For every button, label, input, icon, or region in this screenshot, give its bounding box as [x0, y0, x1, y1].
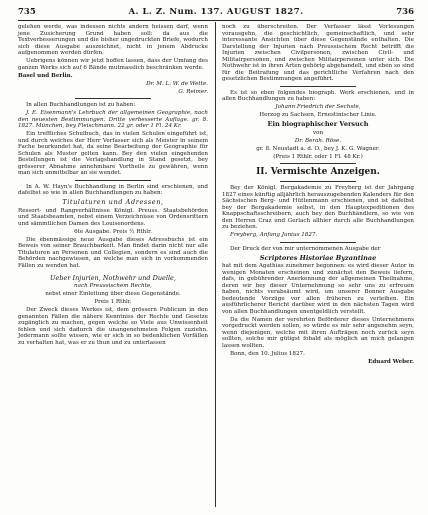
ad-price: Preis 1 Rthlr. — [94, 299, 132, 305]
ad-intro: Der Druck der von mir unternommenen Ausgabe der — [230, 245, 381, 252]
place-line: Basel und Berlin. — [18, 72, 73, 79]
ad-text: Ein treffliches Schulbuch, das in vielen Schulen eingeführt ist, und durch welches der Herr Verfasser sich als Meister in seinem Fache beurkundet hat, da seine Bearbeitung der Geographie für Schulen als Muster gelten kann. Bey den vielen eingehenden Bestellungen ist die Verlagshandlung in Stand gesetzt, bey grösserer Abnahme annehmbare Vortheile zu gewähren, wenn man sich unmittelbar an sie wendet. — [18, 131, 208, 176]
ad-intro: In allen Buchhandlungen ist zu haben: — [26, 102, 136, 108]
ad-book-title: Ueber Injurien, Nothwehr und Duelle, — [50, 273, 176, 282]
running-header — [18, 7, 414, 19]
ad-book-title: J. E. Eisenmann's Lehrbuch der allgemeinen Geographie, nach den neuesten Bestimmungen. Dritte verbesserte Auflage. gr. 8. 1827. München, bey Fleischmann. 22 gr. oder 1 Fl. 24 Kr. — [18, 110, 208, 129]
ad-text: Bey der Königl. Bergakademie zu Freyberg ist der Jahrgang 1827 eines künftig alljährlich herauszugebenden Kalenders für den Sächsischen Berg- und Hüttenmann erschienen, und ist dafelbst bey der Bergakademie selbst, in den Hauptexpeditionen des Knappschaftsschreibern, auch bey den Buchhändlern, so wie von den Herren Craz und Gerlach allhier durch alle Buchhandlungen zu beziehen. — [222, 185, 414, 230]
place-date-line: Bonn, den 10. Julius 1827. — [230, 350, 305, 357]
journal-header: A. L. Z. Num. 137. AUGUST 1827. — [128, 7, 304, 17]
ad-book-subtitle: nach Preussischem Rechte, — [74, 283, 152, 289]
divider — [280, 86, 357, 87]
divider — [280, 181, 357, 182]
ad-book-subtitle: nebst einer Einleitung über diese Gegenstände. — [45, 291, 181, 297]
paragraph: Uebrigens können wir jetzt hoffen lassen, dass der Umfang des ganzen Werks sich auf 6 Bände mutmasslich beschränken werde. — [18, 58, 208, 71]
right-column — [222, 24, 414, 367]
ad-book-title: Johann Friedrich der Sechste, — [275, 104, 361, 110]
ad-author: Dr. Berah. Röse. — [294, 137, 342, 144]
header-rule — [18, 20, 414, 21]
divider — [280, 242, 357, 243]
ad-book-subtitle: Herzog zu Sachsen, Ernestinischer Linie. — [259, 112, 377, 118]
page-number-right: 736 — [396, 7, 414, 17]
paragraph: noch zu überschreiten. Der Verfasser lässt Vorlesungen vorausgehn, die geschichtlich, gemeinschaftlich, und sehr interessante Ansichten über diese Gegenstände enthalten. Die Darstellung der Injurien nach Preussischem Recht betrifft die Injurien zwischen Civilpersonen, zwischen Civil- und Militairpersonen, und zwischen Militairpersonen unter sich. Die Nothwehr ist in ihren Arten gehörig abgehandelt, und eben so sind für die Beitrafung und das gerichtliche Verfahren nach den gesetzlichen Bestimmungen angeführt. — [222, 24, 414, 82]
section-heading: II. Vermischte Anzeigen. — [256, 167, 380, 177]
place-date-line: Freyberg, Anfang Junius 1827. — [230, 232, 318, 238]
ad-subtitle: Ressort- und Rangverhältnisse Königl. Preuss. Staatsbehörden und Staatsbeamten, nebst einem Verzeichnisse von Ordensrittern und sämmtlichen Damen des Louisenordens. — [18, 207, 208, 227]
ad-book-title: Scriptores Historiae Byzantinae — [259, 253, 377, 262]
signature: Eduard Weber. — [368, 358, 414, 365]
ad-intro: Es ist so eben folgendes biograph. Werk erschienen, und in allen Buchhandlungen zu haben: — [222, 89, 414, 102]
ad-price: 6te Ausgabe. Preis ½ Rthlr. — [74, 228, 152, 235]
ad-text: Der Zweck dieses Werkes ist, dem grössern Publicum in den genannten Fällen die nähere Kenntniss der Rechte und Gesetze zugänglich zu machen, gegen welche so Viele aus Unwissenheit fehlen und sich dadurch die unangenehmsten Folgen zuziehn. Jedermann sollte wissen, wie er sich in so bedenklichen Vorfällen zu verhalten hat, was er zu thun und zu unterlassen — [18, 307, 208, 346]
ad-text: hat mit dem Agathias zunehmer begonnen: es wird dieser Autor in wenigen Monaten erscheinen und zunächst den Beweis liefern, dafs, in gebührender Anerkennung der allgemeinen Theilnahme, deren wir bey dieser Unternehmung so sehr uns zu erfreuen haben, nichts verabsäumt wird, um unserer Bonner Ausgabe bedeutende Vorzüge vor allen früheren zu verleihen. Ein ausführlicherer Bericht darüber wird in den nächsten Tagen wird von allen Buchhandlungen unentgeldlich verstellt. — [222, 263, 414, 315]
ad-book-title: Ein biographischer Versuch — [267, 120, 369, 128]
signature: Dr. M. L. W. de Wette. — [146, 80, 208, 87]
divider — [75, 98, 151, 99]
ad-price: (Preis 1 Rthlr. oder 1 Fl. 48 Kr.) — [273, 153, 363, 160]
ad-text: Die ebenmässige neue Ausgabe dieses Adressbuchs ist ein Beweis von seiner Brauchbarkeit. Man findet darin nicht nur alle Titulaturen an Personen und Collegien, sondern es sind auch die Behörden nachgewiesen, an welche man sich in vorkommenden Fällen zu wenden hat. — [18, 236, 208, 269]
signature: G. Reimer. — [178, 88, 208, 95]
left-column — [18, 24, 208, 348]
ad-publisher: gr. 8. Neustadt a. d. O., bey J. K. G. Wagner. — [256, 145, 380, 152]
column-divider — [215, 22, 216, 507]
divider — [280, 163, 357, 164]
divider — [75, 180, 151, 181]
page-number-left: 735 — [18, 7, 36, 17]
ad-intro: In A. W. Hayn's Buchhandlung in Berlin sind erschienen, und dafelbst so wie in allen Buchhandlungen zu haben: — [18, 183, 208, 196]
ad-by: von — [312, 129, 324, 136]
paragraph: gelehen werde, was indessen nichts andern heissen darf, wenn jene Zusicherung Grund haben soll: da aus die Textverbesserungen und die bisher ungedruckten Briefe, wodurch sich diese Ausgabe auszeichnet, nicht in jenem Abdrucke aufgenommen werden dürfen. — [18, 24, 208, 56]
ad-text: Da die Namen der verehrten Beförderer dieses Unternehmens vorgedruckt werden sollen, so würde es mir sehr angenehm seyn, wenn diejenigen, welche mit ihren Aufträgen noch zurück seyn sollten, solche mir gütigst fobald als möglich an mich gelangen lassen wollten. — [222, 316, 414, 349]
ad-book-title: Titulaturen und Adressen, — [62, 198, 164, 206]
